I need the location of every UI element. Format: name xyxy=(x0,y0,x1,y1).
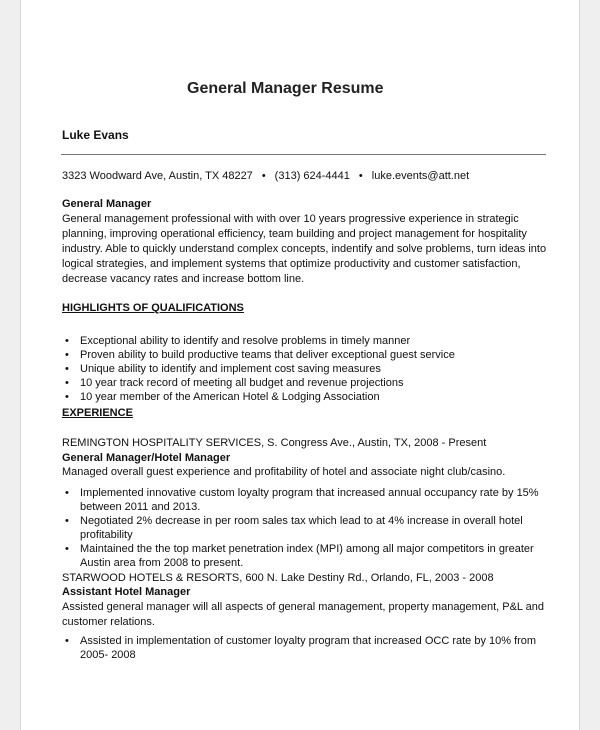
job-employer: REMINGTON HOSPITALITY SERVICES, S. Congress Ave., Austin, TX, 2008 - Present xyxy=(62,437,487,449)
job-description xyxy=(62,600,544,630)
list-item-text: between 2011 and 2013. xyxy=(80,501,201,513)
job-bullets xyxy=(62,634,536,662)
bullet-icon: • xyxy=(65,635,69,647)
contact-separator: • xyxy=(358,170,363,182)
job-description-line: customer relations. xyxy=(62,616,155,628)
job-description-line: Assisted general manager will all aspects of general management, property management, P&L and xyxy=(62,601,545,613)
list-item-text: Austin area from 2008 to present. xyxy=(80,557,244,569)
job-role: General Manager/Hotel Manager xyxy=(62,452,231,464)
list-item-text: Exceptional ability to identify and resolve problems in timely manner xyxy=(80,335,411,347)
summary-line: logical strategies, and implement systems that optimize productivity and customer satisfaction, xyxy=(62,258,521,270)
list-item-text: profitability xyxy=(80,529,133,541)
list-item-text: 2005- 2008 xyxy=(80,649,136,661)
summary-line: General management professional with with over 10 years progressive experience in strategic xyxy=(62,213,519,225)
list-item xyxy=(62,634,536,662)
list-item-text: Maintained the the top market penetration index (MPI) among all major competitors in greater xyxy=(80,543,534,555)
list-item xyxy=(62,542,539,570)
contact-separator: • xyxy=(261,170,266,182)
bullet-icon: • xyxy=(65,391,69,403)
job-employer: STARWOOD HOTELS & RESORTS, 600 N. Lake Destiny Rd., Orlando, FL, 2003 - 2008 xyxy=(62,572,494,584)
list-item-text: Proven ability to build productive teams that deliver exceptional guest service xyxy=(80,349,455,361)
contact-phone: (313) 624-4441 xyxy=(274,170,350,182)
list-item-text: 10 year track record of meeting all budget and revenue projections xyxy=(80,377,404,389)
list-item xyxy=(62,390,455,404)
document-title: General Manager Resume xyxy=(187,80,384,97)
job-description: Managed overall guest experience and profitability of hotel and associate night club/casino. xyxy=(62,466,506,478)
contact-line xyxy=(62,170,469,182)
list-item xyxy=(62,514,539,542)
highlights-list xyxy=(62,334,455,404)
job-role: Assistant Hotel Manager xyxy=(62,586,191,598)
candidate-name: Luke Evans xyxy=(62,128,129,142)
summary-line: planning, improving operational efficiency, team building and project management for hospitality xyxy=(62,228,527,240)
list-item-text: Unique ability to identify and implement cost saving measures xyxy=(80,363,381,375)
highlights-heading: HIGHLIGHTS OF QUALIFICATIONS xyxy=(62,302,244,314)
summary-paragraph xyxy=(62,212,546,287)
list-item-text: 10 year member of the American Hotel & Lodging Association xyxy=(80,391,380,403)
bullet-icon: • xyxy=(65,515,69,527)
contact-email: luke.events@att.net xyxy=(371,170,470,182)
bullet-icon: • xyxy=(65,487,69,499)
contact-address: 3323 Woodward Ave, Austin, TX 48227 xyxy=(62,170,253,182)
experience-heading: EXPERIENCE xyxy=(62,407,133,419)
summary-line: industry. Able to quickly understand complex concepts, indentify and solve problems, turn ideas into xyxy=(62,243,547,255)
summary-line: decrease vacancy rates and increase bottom line. xyxy=(62,273,305,285)
list-item xyxy=(62,362,455,376)
bullet-icon: • xyxy=(65,377,69,389)
list-item-text: Implemented innovative custom loyalty program that increased annual occupancy rate by 15% xyxy=(80,487,539,499)
resume-page xyxy=(20,0,580,730)
job-bullets xyxy=(62,486,539,570)
bullet-icon: • xyxy=(65,543,69,555)
bullet-icon: • xyxy=(65,363,69,375)
summary-heading: General Manager xyxy=(62,198,152,210)
list-item xyxy=(62,486,539,514)
list-item-text: Assisted in implementation of customer loyalty program that increased OCC rate by 10% from xyxy=(80,635,537,647)
list-item xyxy=(62,334,455,348)
bullet-icon: • xyxy=(65,349,69,361)
header-divider xyxy=(61,154,546,155)
list-item xyxy=(62,348,455,362)
list-item xyxy=(62,376,455,390)
bullet-icon: • xyxy=(65,335,69,347)
list-item-text: Negotiated 2% decrease in per room sales tax which lead to at 4% increase in overall hotel xyxy=(80,515,523,527)
